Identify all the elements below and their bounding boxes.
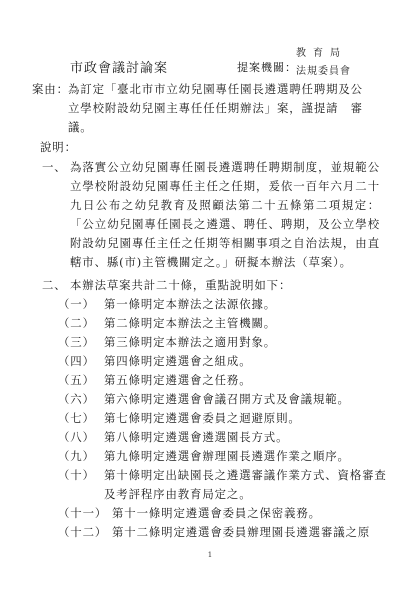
item-number: （五） bbox=[58, 373, 95, 387]
item-number: （七） bbox=[58, 411, 95, 425]
list-item bbox=[58, 447, 388, 466]
section-text: 為落實公立幼兒園專任園長遴選聘任聘期制度，並規範公立學校附設幼兒園專任主任之任期，爰依一百年六月二十九日公布之幼兒教育及照顧法第二十五條第二項規定：「公立幼兒園專任園長之遴選、聘任、聘期，及公立學校附設幼兒園專任主任之任期等相關事項之自治法規，由直轄市、縣(市)主管機關定之。」研擬本辦法（草案）。 bbox=[70, 160, 380, 269]
item-text: 第八條明定遴選會遴選園長方式。 bbox=[104, 430, 289, 444]
proposer-agency-legal-committee: 法規委員會 bbox=[296, 66, 351, 77]
item-text: 第三條明定本辦法之適用對象。 bbox=[104, 335, 277, 349]
item-number: （九） bbox=[58, 449, 95, 463]
item-number: （十） bbox=[58, 468, 95, 482]
item-text: 第四條明定遴選會之組成。 bbox=[104, 354, 252, 368]
item-number: （十一） bbox=[58, 506, 108, 520]
item-text: 第六條明定遴選會會議召開方式及會議規範。 bbox=[104, 392, 350, 406]
list-item bbox=[58, 409, 388, 428]
list-item bbox=[58, 295, 388, 314]
item-number: （四） bbox=[58, 354, 95, 368]
item-text: 第五條明定遴選會之任務。 bbox=[104, 373, 252, 387]
item-text: 第七條明定遴選會委員之迴避原則。 bbox=[104, 411, 301, 425]
item-number: （三） bbox=[58, 335, 95, 349]
item-text: 第一條明定本辦法之法源依據。 bbox=[104, 297, 277, 311]
explanation-items-list bbox=[58, 295, 388, 542]
section-text: 本辦法草案共計二十條，重點說明如下： bbox=[70, 278, 292, 292]
item-number: （六） bbox=[58, 392, 95, 406]
document-header bbox=[0, 0, 420, 80]
document-title: 市政會議討論案 bbox=[70, 61, 169, 76]
section-number: 二、 bbox=[42, 278, 67, 292]
list-item bbox=[58, 523, 388, 542]
item-text: 第二條明定本辦法之主管機關。 bbox=[104, 316, 277, 330]
subject-text: 為訂定「臺北市市立幼兒園專任園長遴選聘任聘期及公立學校附設幼兒園主專任任任期辦法」案，謹提請 審議。 bbox=[68, 82, 363, 134]
proposer-agency-education: 教育局 bbox=[296, 48, 347, 59]
list-item bbox=[58, 428, 388, 447]
item-text: 第十一條明定遴選會委員之保密義務。 bbox=[112, 506, 321, 520]
item-text: 第十二條明定遴選會委員辦理園長遴選審議之原 bbox=[112, 525, 371, 539]
item-number: （二） bbox=[58, 316, 95, 330]
item-text: 第十條明定出缺園長之遴選審議作業方式、資格審查及考評程序由教育局定之。 bbox=[104, 468, 387, 501]
list-item bbox=[58, 466, 388, 504]
proposer-label: 提案機關： bbox=[237, 61, 297, 74]
list-item bbox=[58, 390, 388, 409]
explanation-label: 說明： bbox=[40, 140, 77, 154]
item-text: 第九條明定遴選會辦理園長遴選作業之順序。 bbox=[104, 449, 350, 463]
section-number: 一、 bbox=[42, 160, 67, 174]
subject-label: 案由： bbox=[32, 82, 69, 96]
list-item bbox=[58, 314, 388, 333]
list-item bbox=[58, 333, 388, 352]
list-item bbox=[58, 371, 388, 390]
item-number: （十二） bbox=[58, 525, 108, 539]
list-item bbox=[58, 352, 388, 371]
item-number: （一） bbox=[58, 297, 95, 311]
list-item bbox=[58, 504, 388, 523]
page-number: 1 bbox=[207, 551, 213, 559]
item-number: （八） bbox=[58, 430, 95, 444]
